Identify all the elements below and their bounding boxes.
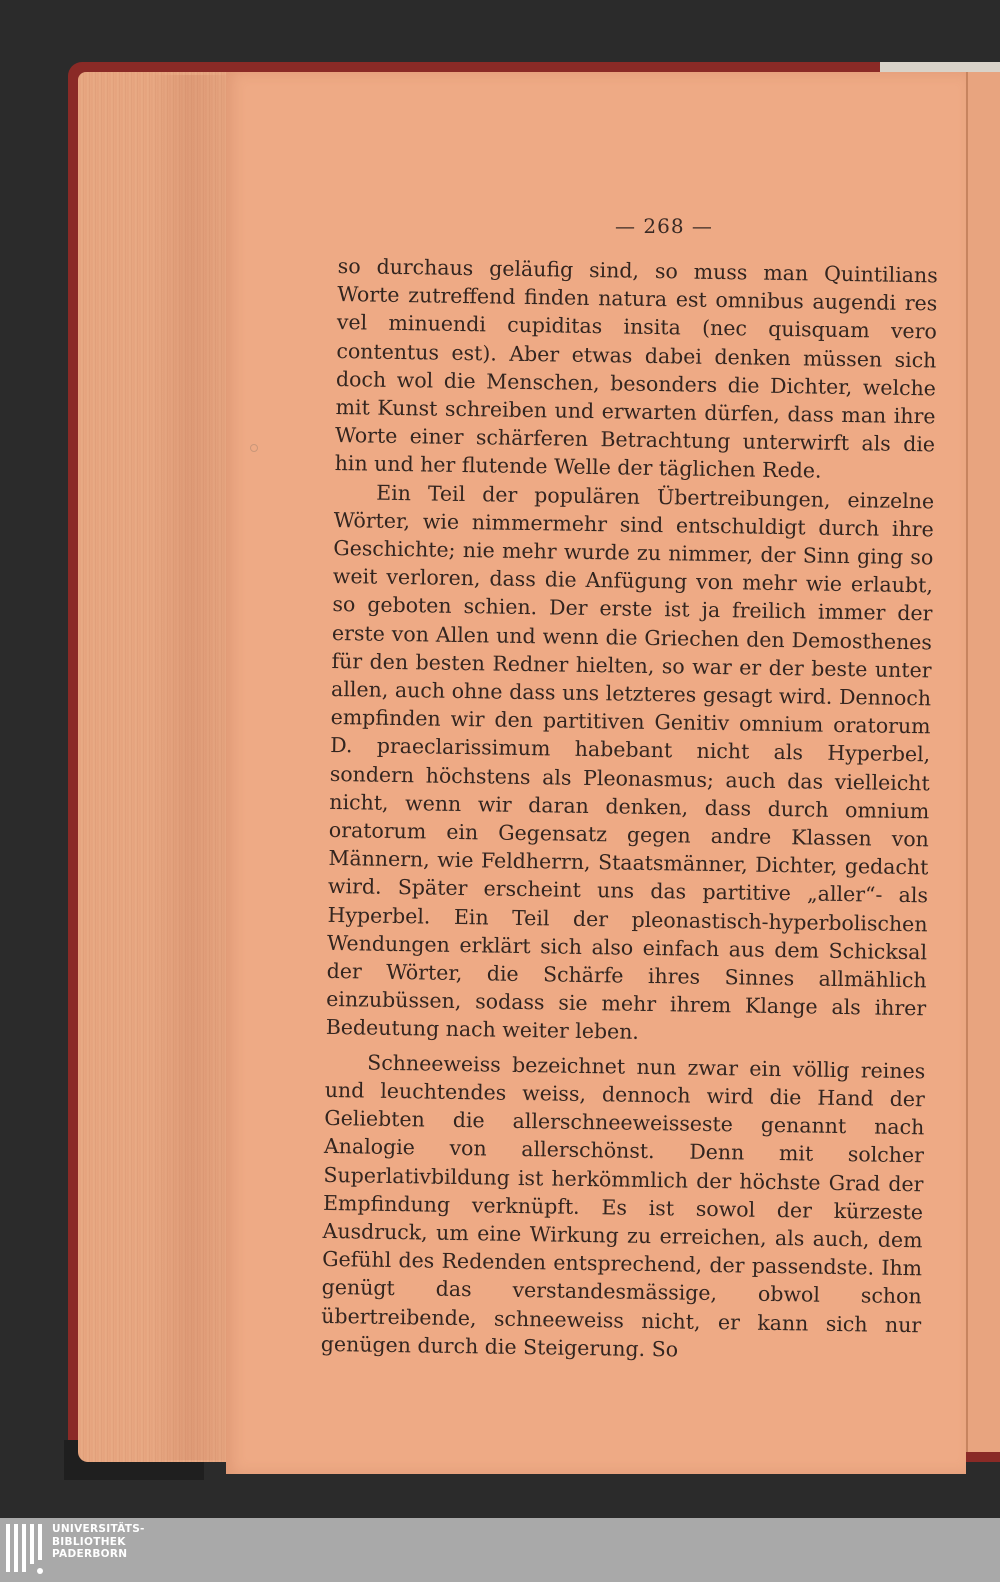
page-gutter — [150, 75, 230, 1460]
paragraph-3: Schneeweiss bezeichnet nun zwar ein völlig reines und leuchtendes weiss, dennoch wird die Hand der Geliebten die allerschneeweisseste genannt nach Analogie von allerschönst. Denn mit solcher Superlativbildung ist herkömmlich der höchste Grad der Empfindung verknüpft. Es ist sowol der kürzeste Ausdruck, um eine Wirkung zu erreichen, als auch, dem Gefühl des Redenden entsprechend, der passendste. Ihm genügt das verstandesmässige, obwol schon übertreibende, schneeweiss nicht, er kann sich nur genügen durch die Steigerung. So — [320, 1050, 926, 1362]
library-footer-bar — [0, 1518, 1000, 1582]
paper-speck — [250, 444, 258, 452]
library-logo-icon — [6, 1524, 48, 1576]
library-name — [52, 1523, 145, 1561]
book-page — [226, 72, 966, 1474]
facing-page — [966, 72, 1000, 1452]
page-body-text — [321, 252, 938, 1367]
page-number: — 268 — — [615, 214, 713, 238]
library-name-line1: UNIVERSITÄTS- — [52, 1523, 145, 1535]
library-name-line3: PADERBORN — [52, 1548, 128, 1560]
paragraph-1: so durchaus geläufig sind, so muss man Quintilians Worte zutreffend finden natura est omnibus augendi res vel minuendi cupiditas insita (nec quisquam vero contentus est). Aber etwas dabei denken müssen sich doch wol die Menschen, besonders die Dichter, welche mit Kunst schreiben und erwarten dürfen, dass man ihre Worte einer schärferen Betrachtung unterwirft als die hin und her flutende Welle der täglichen Rede. — [334, 253, 938, 484]
paragraph-2: Ein Teil der populären Übertreibungen, einzelne Wörter, wie nimmermehr sind entschuldigt durch ihre Geschichte; nie mehr wurde zu nimmer, der Sinn ging so weit verloren, dass die Anfügung von mehr wie erlaubt, so geboten schien. Der erste ist ja freilich immer der erste von Allen und wenn die Griechen den Demosthenes für den besten Redner hielten, so war er der beste unter allen, auch ohne dass uns letzteres gesagt wird. Dennoch empfinden wir den partitiven Genitiv omnium oratorum D. praeclarissimum habebant nicht als Hyperbel, sondern höchstens als Pleonasmus; auch das vielleicht nicht, wenn wir daran denken, dass durch omnium oratorum ein Gegensatz gegen andre Klassen von Männern, wie Feldherrn, Staatsmänner, Dichter, gedacht wird. Später erscheint uns das partitive „aller“- als Hyperbel. Ein Teil der pleonastisch-hyperbolischen Wendungen erklärt sich also einfach aus dem Schicksal der Wörter, die Schärfe ihres Sinnes allmählich einzubüssen, sodass sie mehr ihrem Klange als ihrer Bedeutung nach weiter leben. — [325, 480, 935, 1045]
library-name-line2: BIBLIOTHEK — [52, 1535, 126, 1548]
